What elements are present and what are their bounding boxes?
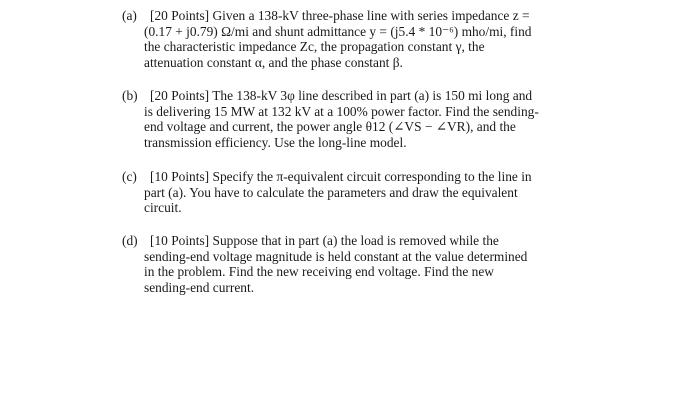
problem-line: end voltage and current, the power angle θ12 (∠VS − ∠VR), and the [144,119,516,135]
problem-line: [10 Points] Specify the π-equivalent circuit corresponding to the line in [150,169,532,184]
problem-line: sending-end voltage magnitude is held constant at the value determined [144,248,528,264]
problem-label: (a) [122,8,137,23]
problem-line: (0.17 + j0.79) Ω/mi and shunt admittance y = (j5.4 * 10⁻⁶) mho/mi, find [144,23,532,39]
problem-text [122,169,598,216]
problem-line: part (a). You have to calculate the parameters and draw the equivalent [144,184,518,200]
problem-line: transmission efficiency. Use the long-line model. [144,134,407,150]
problem-line: attenuation constant α, and the phase constant β. [144,54,403,70]
problem-line: [20 Points] Given a 138-kV three-phase line with series impedance z = [150,8,530,23]
problem-label: (d) [122,233,138,248]
problem-line: [20 Points] The 138-kV 3φ line described in part (a) is 150 mi long and [150,88,533,103]
problem-line: is delivering 15 MW at 132 kV at a 100% power factor. Find the sending- [144,103,539,119]
problem-line: [10 Points] Suppose that in part (a) the load is removed while the [150,233,499,248]
problem-label: (c) [122,169,137,184]
problem-line: circuit. [144,200,182,216]
problem-d [122,233,598,295]
problem-a [122,8,598,70]
problem-text [122,233,598,295]
problem-label: (b) [122,88,138,103]
problem-line: in the problem. Find the new receiving end voltage. Find the new [144,264,494,280]
problem-text [122,8,598,70]
problem-line: the characteristic impedance Zc, the propagation constant γ, the [144,39,485,55]
problem-b [122,88,598,150]
problem-text [122,88,598,150]
problem-c [122,169,598,216]
problem-line: sending-end current. [144,279,255,295]
